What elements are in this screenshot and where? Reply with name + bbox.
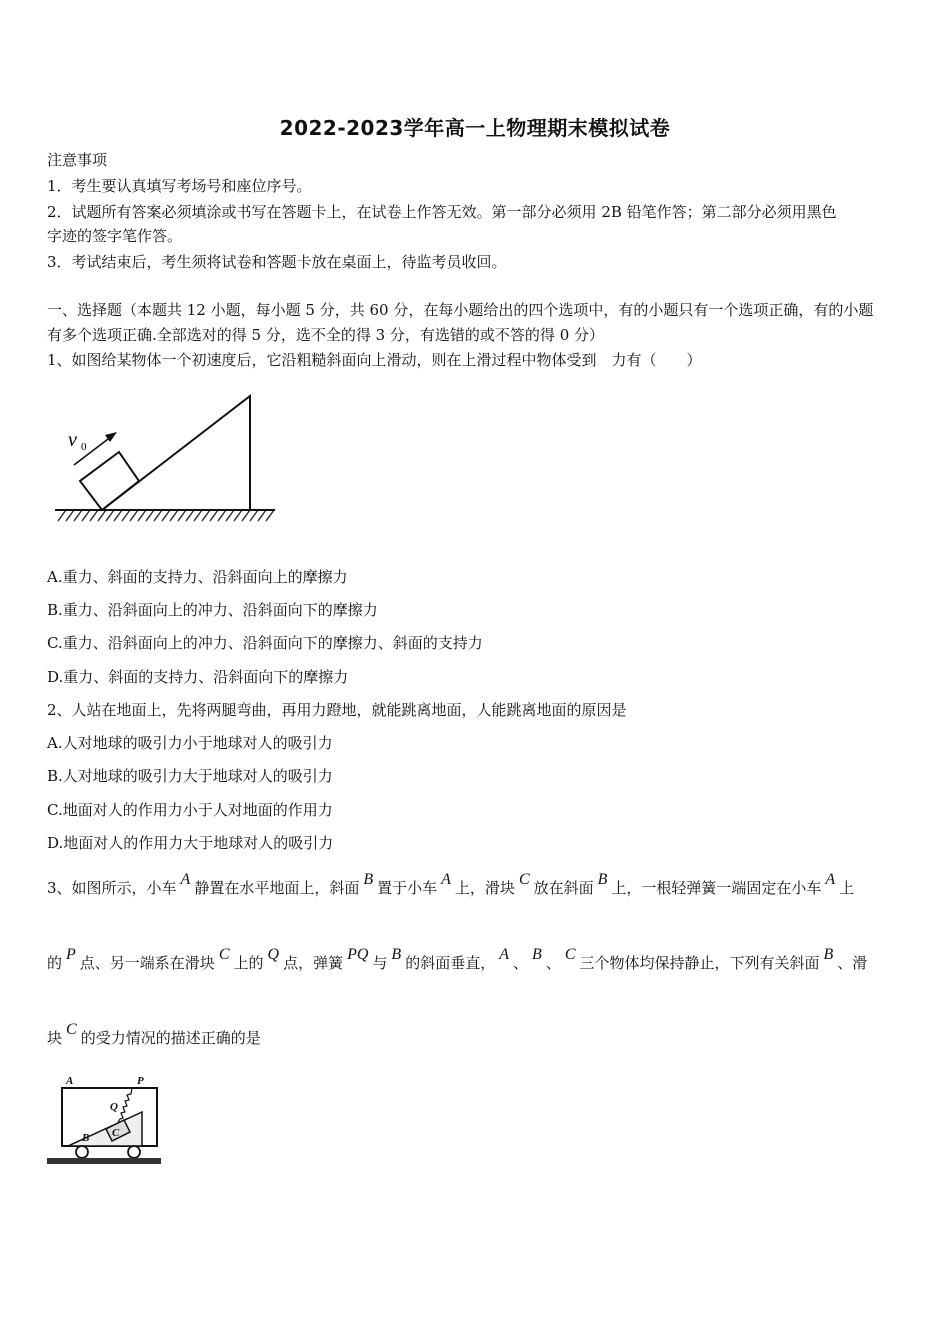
q2-option-c: C.地面对人的作用力小于人对地面的作用力 [47, 801, 333, 819]
notice-item: 字迹的签字笔作答。 [47, 227, 183, 245]
symbol: Q [267, 946, 280, 963]
symbol: C [518, 871, 530, 888]
velocity-subscript: 0 [81, 441, 87, 453]
text-run: 点、另一端系在滑块 [79, 954, 215, 972]
q1-option-c: C.重力、沿斜面向上的冲力、沿斜面向下的摩擦力、斜面的支持力 [47, 634, 483, 652]
label-a: A [66, 1075, 74, 1087]
text-run: 3、如图所示，小车 [47, 879, 177, 897]
q1-option-d: D.重力、斜面的支持力、沿斜面向下的摩擦力 [47, 668, 349, 686]
text-run: 、 [545, 954, 561, 972]
symbol: B [823, 946, 834, 963]
symbol: C [66, 1021, 77, 1038]
question-2-stem: 2、人站在地面上，先将两腿弯曲，再用力蹬地，就能跳离地面，人能跳离地面的原因是 [47, 701, 627, 719]
text-run: 与 [372, 954, 388, 972]
label-p: P [137, 1075, 144, 1087]
text-run: 上，滑块 [454, 879, 515, 897]
text-run: 的 [47, 954, 63, 972]
question-1-stem: 1、如图给某物体一个初速度后，它沿粗糙斜面向上滑动，则在上滑过程中物体受到 力有（ ） [47, 351, 702, 369]
symbol: B [532, 946, 542, 963]
text-run: 的斜面垂直， [405, 954, 496, 972]
section-heading: 一、选择题（本题共 12 小题，每小题 5 分，共 60 分，在每小题给出的四个选项中，有的小题只有一个选项正确，有的小题 [47, 301, 874, 319]
text-run: 上，一根轻弹簧一端固定在小车 [611, 879, 822, 897]
text-run: 点，弹簧 [283, 954, 344, 972]
question-3-stem-line3 [47, 1021, 261, 1049]
text-run: 上 [839, 879, 855, 897]
symbol: A [499, 946, 509, 963]
notice-item: 1．考生要认真填写考场号和座位序号。 [47, 177, 312, 195]
text-run: 的受力情况的描述正确的是 [80, 1029, 261, 1047]
label-b: B [82, 1132, 90, 1144]
text-run: 放在斜面 [533, 879, 594, 897]
notice-item: 2．试题所有答案必须填涂或书写在答题卡上，在试卷上作答无效。第一部分必须用 2B 铅笔作答；第二部分必须用黑色 [47, 203, 837, 221]
text-run: 置于小车 [377, 879, 438, 897]
q2-option-d: D.地面对人的作用力大于地球对人的吸引力 [47, 834, 334, 852]
text-run: 、 [513, 954, 529, 972]
text-run: 三个物体均保持静止，下列有关斜面 [579, 954, 820, 972]
cart-figure [44, 1072, 166, 1170]
text-run: 块 [47, 1029, 63, 1047]
symbol: B [363, 871, 374, 888]
q2-option-b: B.人对地球的吸引力大于地球对人的吸引力 [47, 767, 333, 785]
symbol: PQ [347, 946, 369, 963]
text-run: 静置在水平地面上，斜面 [194, 879, 360, 897]
q2-option-a: A.人对地球的吸引力小于地球对人的吸引力 [47, 734, 333, 752]
symbol: B [391, 946, 402, 963]
symbol: A [825, 871, 836, 888]
page-title: 2022-2023学年高一上物理期末模拟试卷 [279, 116, 671, 140]
notice-heading: 注意事项 [47, 151, 108, 169]
label-q: Q [110, 1101, 118, 1113]
incline-figure [50, 388, 280, 528]
symbol: C [218, 946, 230, 963]
section-heading: 有多个选项正确.全部选对的得 5 分，选不全的得 3 分，有选错的或不答的得 0 分） [47, 326, 605, 344]
text-run: 上的 [233, 954, 264, 972]
symbol: B [597, 871, 608, 888]
label-c: C [112, 1127, 120, 1139]
q1-option-a: A.重力、斜面的支持力、沿斜面向上的摩擦力 [47, 568, 348, 586]
symbol: C [564, 946, 576, 963]
symbol: A [180, 871, 191, 888]
notice-item: 3．考试结束后，考生须将试卷和答题卡放在桌面上，待监考员收回。 [47, 253, 507, 271]
symbol: P [66, 946, 76, 963]
question-3-stem-line1 [47, 871, 855, 899]
symbol: A [441, 871, 451, 888]
question-3-stem-line2 [47, 946, 868, 974]
velocity-label: v [68, 429, 77, 451]
text-run: 、滑 [837, 954, 868, 972]
q1-option-b: B.重力、沿斜面向上的冲力、沿斜面向下的摩擦力 [47, 601, 378, 619]
